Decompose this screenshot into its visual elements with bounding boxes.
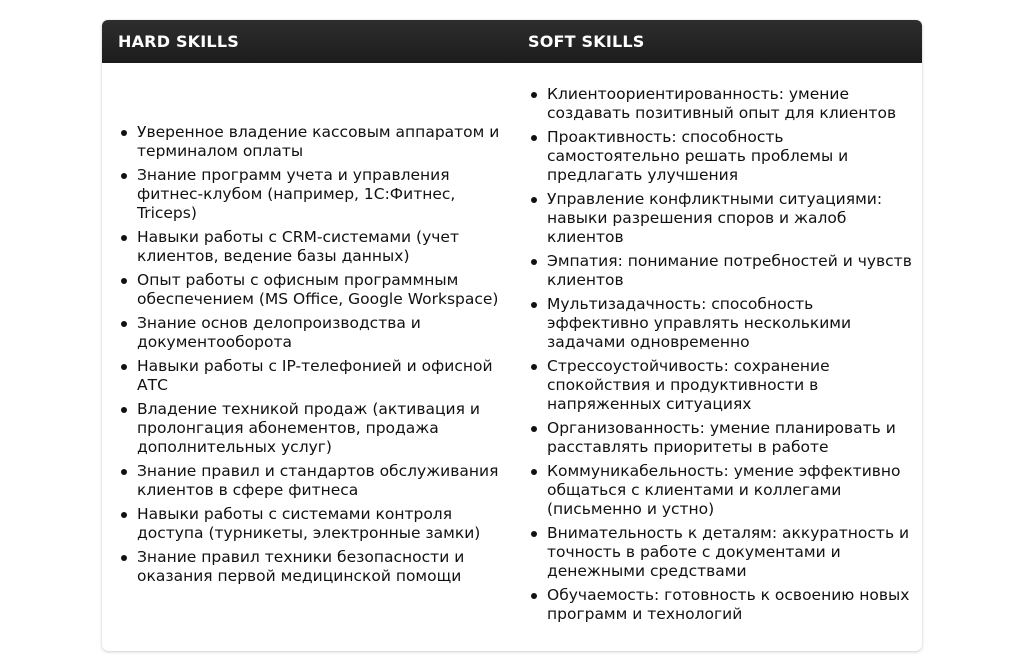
soft-skill-item: Организованность: умение планировать и расставлять приоритеты в работе (512, 419, 922, 457)
hard-skill-item: Навыки работы с системами контроля доступа (турникеты, электронные замки) (102, 505, 512, 543)
hard-skill-item: Знание основ делопроизводства и документооборота (102, 314, 512, 352)
table-body (102, 63, 922, 651)
soft-skills-list (512, 85, 922, 629)
hard-skill-item: Опыт работы с офисным программным обеспечением (MS Office, Google Workspace) (102, 271, 512, 309)
soft-skills-title: SOFT SKILLS (528, 32, 645, 51)
hard-skill-item: Знание программ учета и управления фитнес-клубом (например, 1С:Фитнес, Triceps) (102, 166, 512, 223)
skills-table (102, 20, 922, 651)
soft-skill-item: Проактивность: способность самостоятельно решать проблемы и предлагать улучшения (512, 128, 922, 185)
soft-skill-item: Мультизадачность: способность эффективно управлять несколькими задачами одновременно (512, 295, 922, 352)
soft-skill-item: Коммуникабельность: умение эффективно общаться с клиентами и коллегами (письменно и устно) (512, 462, 922, 519)
hard-skill-item: Знание правил и стандартов обслуживания клиентов в сфере фитнеса (102, 462, 512, 500)
soft-skill-item: Внимательность к деталям: аккуратность и точность в работе с документами и денежными средствами (512, 524, 922, 581)
hard-skill-item: Уверенное владение кассовым аппаратом и терминалом оплаты (102, 123, 512, 161)
table-header (102, 20, 922, 63)
hard-skill-item: Навыки работы с IP-телефонией и офисной АТС (102, 357, 512, 395)
hard-skills-title: HARD SKILLS (118, 32, 239, 51)
soft-skill-item: Управление конфликтными ситуациями: навыки разрешения споров и жалоб клиентов (512, 190, 922, 247)
soft-skills-column (512, 63, 922, 651)
soft-skill-item: Обучаемость: готовность к освоению новых программ и технологий (512, 586, 922, 624)
soft-skill-item: Клиентоориентированность: умение создавать позитивный опыт для клиентов (512, 85, 922, 123)
hard-skills-column (102, 63, 512, 651)
soft-skill-item: Эмпатия: понимание потребностей и чувств клиентов (512, 252, 922, 290)
soft-skill-item: Стрессоустойчивость: сохранение спокойствия и продуктивности в напряженных ситуациях (512, 357, 922, 414)
hard-skill-item: Навыки работы с CRM-системами (учет клиентов, ведение базы данных) (102, 228, 512, 266)
hard-skill-item: Знание правил техники безопасности и оказания первой медицинской помощи (102, 548, 512, 586)
hard-skills-list (102, 123, 512, 591)
hard-skill-item: Владение техникой продаж (активация и пролонгация абонементов, продажа дополнительных услуг) (102, 400, 512, 457)
